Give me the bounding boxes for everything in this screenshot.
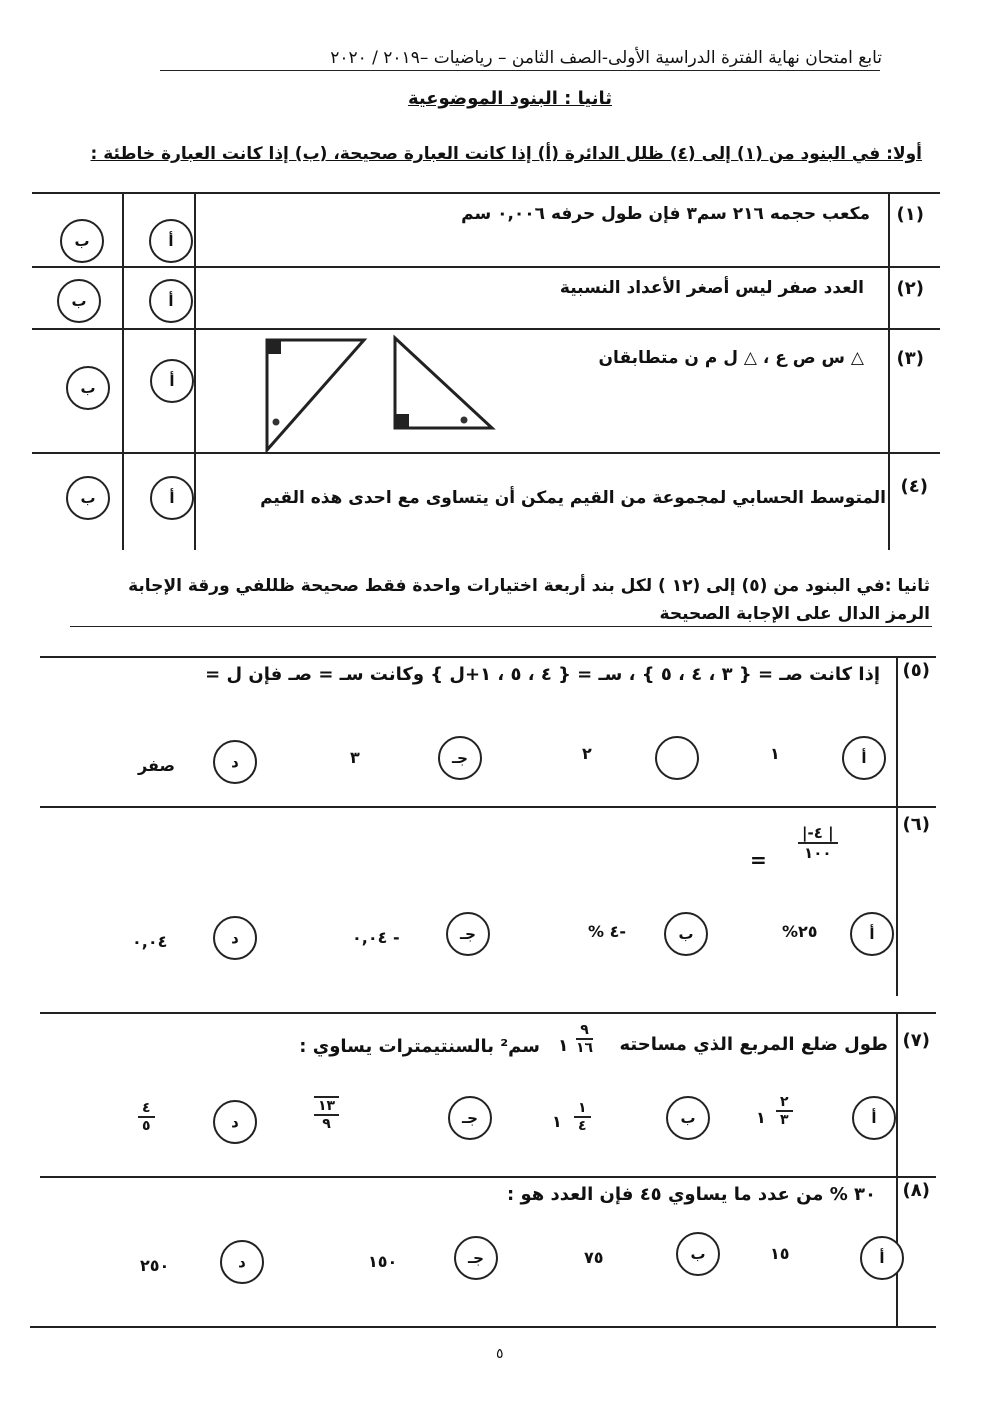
item-1-text: مكعب حجمه ٢١٦ سم٣ فإن طول حرفه ٠,٠٠٦ سم <box>461 204 870 224</box>
q8-option-b-value: ٧٥ <box>584 1248 604 1267</box>
q8-option-d-circle[interactable]: د <box>220 1240 264 1284</box>
q7-option-c-denominator: ٩ <box>322 1116 331 1132</box>
q7-option-b-numerator: ١ <box>574 1100 591 1118</box>
q5-option-c-circle[interactable]: جـ <box>438 736 482 780</box>
triangle-left <box>267 340 364 450</box>
q6-option-c-circle[interactable]: جـ <box>446 912 490 956</box>
q7-area-whole: ١ <box>558 1036 569 1056</box>
angle-dot-right <box>461 417 468 424</box>
q7-option-d-denominator: ٥ <box>142 1118 151 1134</box>
page-number: ٥ <box>496 1346 504 1362</box>
q6-option-a-value: ٢٥% <box>782 922 818 941</box>
q7-text-after: سم² بالسنتيمترات يساوي : <box>299 1036 540 1057</box>
item-2-text: العدد صفر ليس أصغر الأعداد النسبية <box>559 278 864 298</box>
q7-option-d-fraction <box>138 1100 155 1134</box>
q7-area-numerator: ٩ <box>576 1022 593 1040</box>
q8-option-a-circle[interactable]: أ <box>860 1236 904 1280</box>
q6-option-a-circle[interactable]: أ <box>850 912 894 956</box>
q6-fraction-denominator: ١٠٠ <box>804 844 832 862</box>
item-2-option-a[interactable]: أ <box>149 279 193 323</box>
item-1-option-a[interactable]: أ <box>149 219 193 263</box>
q7-option-b-circle[interactable]: ب <box>666 1096 710 1140</box>
q7-option-a-whole: ١ <box>756 1108 766 1127</box>
q7-option-a-fraction <box>776 1094 793 1128</box>
part2-instruction-underline <box>70 626 932 627</box>
q6-fraction-numerator: |-٤ | <box>798 824 838 844</box>
part2-instruction-line1: ثانيا :في البنود من (٥) إلى (١٢ ) لكل بند أربعة اختيارات واحدة فقط صحيحة ظللفي ورقة الإجابة <box>128 576 930 596</box>
q5-option-c-value: ٣ <box>350 748 360 767</box>
q7-number: (٧) <box>902 1030 930 1051</box>
item-4-number: (٤) <box>900 476 928 497</box>
part1-instruction: أولا: في البنود من (١) إلى (٤) ظلل الدائرة (أ) إذا كانت العبارة صحيحة، (ب) إذا كانت العبارة خاطئة : <box>90 144 922 164</box>
congruent-triangles-figure <box>258 334 498 454</box>
right-angle-marker-right <box>395 414 409 428</box>
q6-option-b-value: -٤ % <box>588 922 627 941</box>
q7-area-fraction <box>576 1022 593 1056</box>
section-title: ثانيا : البنود الموضوعية <box>407 88 612 109</box>
q5-option-a-value: ١ <box>770 744 780 763</box>
q8-number: (٨) <box>902 1180 930 1201</box>
q7-text-before: طول ضلع المربع الذي مساحته <box>619 1034 888 1055</box>
q8-option-b-circle[interactable]: ب <box>676 1232 720 1276</box>
item-3-text: △ س ص ع ، △ ل م ن متطابقان <box>598 348 864 368</box>
part2-instruction-line2: الرمز الدال على الإجابة الصحيحة <box>659 604 930 624</box>
q5-option-a-circle[interactable]: أ <box>842 736 886 780</box>
item-4-option-b[interactable]: ب <box>66 476 110 520</box>
q6-option-d-value: ٠,٠٤ <box>132 932 168 951</box>
q5-number: (٥) <box>902 660 930 681</box>
right-angle-marker-left <box>267 340 281 354</box>
q6-option-d-circle[interactable]: د <box>213 916 257 960</box>
triangle-right <box>395 338 492 428</box>
q7-option-c-circle[interactable]: جـ <box>448 1096 492 1140</box>
q6-option-c-value: - ٠,٠٤ <box>352 928 400 947</box>
q5-option-b-value: ٢ <box>582 744 592 763</box>
q7-option-a-denominator: ٣ <box>780 1112 789 1128</box>
item-3-option-a[interactable]: أ <box>150 359 194 403</box>
item-1-number: (١) <box>896 204 924 225</box>
q7-option-b-denominator: ٤ <box>578 1118 587 1134</box>
item-4-text: المتوسط الحسابي لمجموعة من القيم يمكن أن يتساوى مع احدى هذه القيم <box>260 488 886 508</box>
q7-option-a-circle[interactable]: أ <box>852 1096 896 1140</box>
q6-fraction <box>798 824 838 862</box>
exam-header: تابع امتحان نهاية الفترة الدراسية الأولى-الصف الثامن – رياضيات –٢٠١٩ / ٢٠٢٠ <box>330 48 882 68</box>
q5-text: إذا كانت صـ = { ٣ ، ٤ ، ٥ } ، سـ = { ٤ ، ٥ ، ١+ل } وكانت سـ = صـ فإن ل = <box>205 664 880 685</box>
q7-option-b-whole: ١ <box>552 1112 562 1131</box>
q6-equals: = <box>750 848 767 872</box>
q7-option-b-fraction <box>574 1100 591 1134</box>
q6-option-b-circle[interactable]: ب <box>664 912 708 956</box>
item-2-option-b[interactable]: ب <box>57 279 101 323</box>
item-2-number: (٢) <box>896 278 924 299</box>
q7-option-a-numerator: ٢ <box>776 1094 793 1112</box>
q5-option-d-circle[interactable]: د <box>213 740 257 784</box>
angle-dot-left <box>273 419 280 426</box>
q5-option-d-value: صفر <box>138 756 175 775</box>
q8-option-c-circle[interactable]: جـ <box>454 1236 498 1280</box>
q8-option-c-value: ١٥٠ <box>368 1252 398 1271</box>
q8-text: ٣٠ % من عدد ما يساوي ٤٥ فإن العدد هو : <box>507 1184 876 1205</box>
q8-option-d-value: ٢٥٠ <box>140 1256 170 1275</box>
q5-option-b-circle[interactable] <box>655 736 699 780</box>
q7-option-c-fraction <box>314 1096 339 1132</box>
item-3-option-b[interactable]: ب <box>66 366 110 410</box>
item-3-number: (٣) <box>896 348 924 369</box>
item-4-option-a[interactable]: أ <box>150 476 194 520</box>
item-1-option-b[interactable]: ب <box>60 219 104 263</box>
header-underline <box>160 70 880 71</box>
q6-number: (٦) <box>902 814 930 835</box>
q7-option-c-numerator: ١٣ <box>314 1096 339 1116</box>
q7-area-denominator: ١٦ <box>576 1040 594 1056</box>
q7-option-d-numerator: ٤ <box>138 1100 155 1118</box>
q8-option-a-value: ١٥ <box>770 1244 790 1263</box>
q7-option-d-circle[interactable]: د <box>213 1100 257 1144</box>
